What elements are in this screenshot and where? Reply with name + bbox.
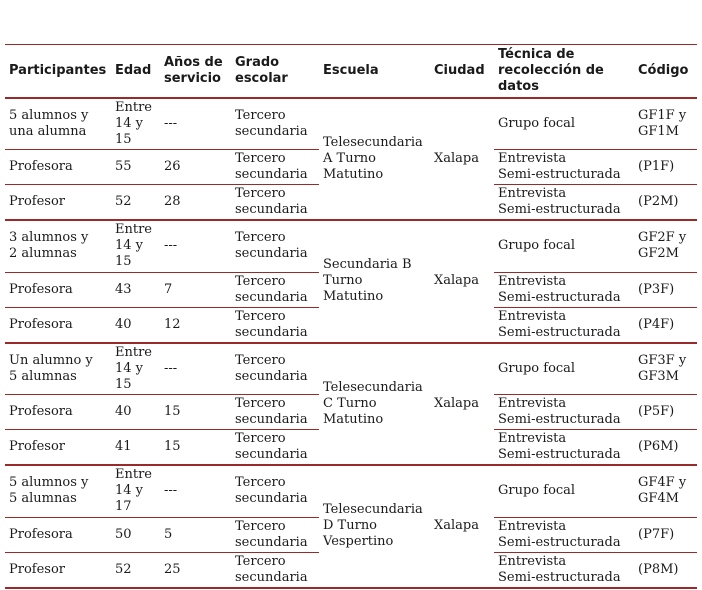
cell-codigo: (P1F): [634, 150, 697, 185]
cell-participantes: Profesor: [5, 430, 111, 466]
cell-participantes: Profesora: [5, 150, 111, 185]
cell-grado: Tercero secundaria: [231, 307, 319, 343]
cell-tecnica: Entrevista Semi-estructurada: [494, 307, 634, 343]
header-edad: Edad: [111, 45, 160, 98]
cell-codigo: (P8M): [634, 552, 697, 588]
cell-edad: Entre 14 y 17: [111, 465, 160, 517]
cell-edad: 52: [111, 552, 160, 588]
cell-participantes: Profesora: [5, 272, 111, 307]
cell-escuela: Telesecundaria A Turno Matutino: [319, 98, 430, 221]
cell-participantes: 3 alumnos y 2 alumnas: [5, 220, 111, 272]
cell-tecnica: Entrevista Semi-estructurada: [494, 517, 634, 552]
cell-edad: 43: [111, 272, 160, 307]
header-row: [5, 45, 697, 98]
cell-edad: 40: [111, 395, 160, 430]
cell-codigo: (P4F): [634, 307, 697, 343]
header-ciudad: Ciudad: [430, 45, 494, 98]
cell-participantes: Profesora: [5, 395, 111, 430]
cell-codigo: (P2M): [634, 185, 697, 221]
cell-servicio: ---: [160, 343, 231, 395]
cell-tecnica: Entrevista Semi-estructurada: [494, 150, 634, 185]
header-codigo: Código: [634, 45, 697, 98]
cell-servicio: ---: [160, 220, 231, 272]
cell-tecnica: Entrevista Semi-estructurada: [494, 395, 634, 430]
header-participantes: Participantes: [5, 45, 111, 98]
cell-edad: 52: [111, 185, 160, 221]
cell-servicio: 15: [160, 430, 231, 466]
cell-grado: Tercero secundaria: [231, 465, 319, 517]
cell-ciudad: Xalapa: [430, 220, 494, 343]
cell-grado: Tercero secundaria: [231, 220, 319, 272]
cell-grado: Tercero secundaria: [231, 98, 319, 150]
cell-grado: Tercero secundaria: [231, 430, 319, 466]
cell-participantes: Profesor: [5, 552, 111, 588]
cell-edad: 50: [111, 517, 160, 552]
cell-codigo: GF3F y GF3M: [634, 343, 697, 395]
table-row: [5, 220, 697, 272]
cell-tecnica: Entrevista Semi-estructurada: [494, 552, 634, 588]
cell-tecnica: Grupo focal: [494, 220, 634, 272]
cell-ciudad: Xalapa: [430, 465, 494, 588]
cell-codigo: GF1F y GF1M: [634, 98, 697, 150]
header-anos-servicio: Años de servicio: [160, 45, 231, 98]
cell-ciudad: Xalapa: [430, 98, 494, 221]
cell-grado: Tercero secundaria: [231, 150, 319, 185]
cell-grado: Tercero secundaria: [231, 395, 319, 430]
cell-grado: Tercero secundaria: [231, 272, 319, 307]
table-row: [5, 343, 697, 395]
cell-codigo: (P5F): [634, 395, 697, 430]
cell-edad: Entre 14 y 15: [111, 220, 160, 272]
header-tecnica: Técnica de recolección de datos: [494, 45, 634, 98]
cell-tecnica: Grupo focal: [494, 465, 634, 517]
cell-servicio: ---: [160, 465, 231, 517]
cell-participantes: Profesora: [5, 307, 111, 343]
cell-servicio: 7: [160, 272, 231, 307]
cell-codigo: (P7F): [634, 517, 697, 552]
cell-servicio: 12: [160, 307, 231, 343]
cell-tecnica: Entrevista Semi-estructurada: [494, 430, 634, 466]
cell-grado: Tercero secundaria: [231, 185, 319, 221]
cell-participantes: Un alumno y 5 alumnas: [5, 343, 111, 395]
cell-ciudad: Xalapa: [430, 343, 494, 466]
cell-servicio: 15: [160, 395, 231, 430]
cell-servicio: 5: [160, 517, 231, 552]
cell-codigo: GF2F y GF2M: [634, 220, 697, 272]
cell-grado: Tercero secundaria: [231, 552, 319, 588]
cell-participantes: Profesor: [5, 185, 111, 221]
cell-participantes: Profesora: [5, 517, 111, 552]
cell-grado: Tercero secundaria: [231, 517, 319, 552]
table-row: [5, 465, 697, 517]
header-grado-escolar: Grado escolar: [231, 45, 319, 98]
cell-escuela: Telesecundaria D Turno Vespertino: [319, 465, 430, 588]
cell-edad: Entre 14 y 15: [111, 343, 160, 395]
cell-participantes: 5 alumnos y una alumna: [5, 98, 111, 150]
cell-codigo: (P3F): [634, 272, 697, 307]
cell-tecnica: Entrevista Semi-estructurada: [494, 185, 634, 221]
cell-tecnica: Entrevista Semi-estructurada: [494, 272, 634, 307]
participants-table: [5, 44, 697, 589]
cell-edad: 40: [111, 307, 160, 343]
header-escuela: Escuela: [319, 45, 430, 98]
cell-escuela: Secundaria B Turno Matutino: [319, 220, 430, 343]
cell-servicio: ---: [160, 98, 231, 150]
cell-edad: Entre 14 y 15: [111, 98, 160, 150]
cell-tecnica: Grupo focal: [494, 98, 634, 150]
cell-servicio: 26: [160, 150, 231, 185]
cell-participantes: 5 alumnos y 5 alumnas: [5, 465, 111, 517]
cell-edad: 55: [111, 150, 160, 185]
cell-tecnica: Grupo focal: [494, 343, 634, 395]
table-row: [5, 98, 697, 150]
cell-edad: 41: [111, 430, 160, 466]
cell-codigo: (P6M): [634, 430, 697, 466]
cell-escuela: Telesecundaria C Turno Matutino: [319, 343, 430, 466]
cell-grado: Tercero secundaria: [231, 343, 319, 395]
cell-servicio: 28: [160, 185, 231, 221]
cell-codigo: GF4F y GF4M: [634, 465, 697, 517]
cell-servicio: 25: [160, 552, 231, 588]
